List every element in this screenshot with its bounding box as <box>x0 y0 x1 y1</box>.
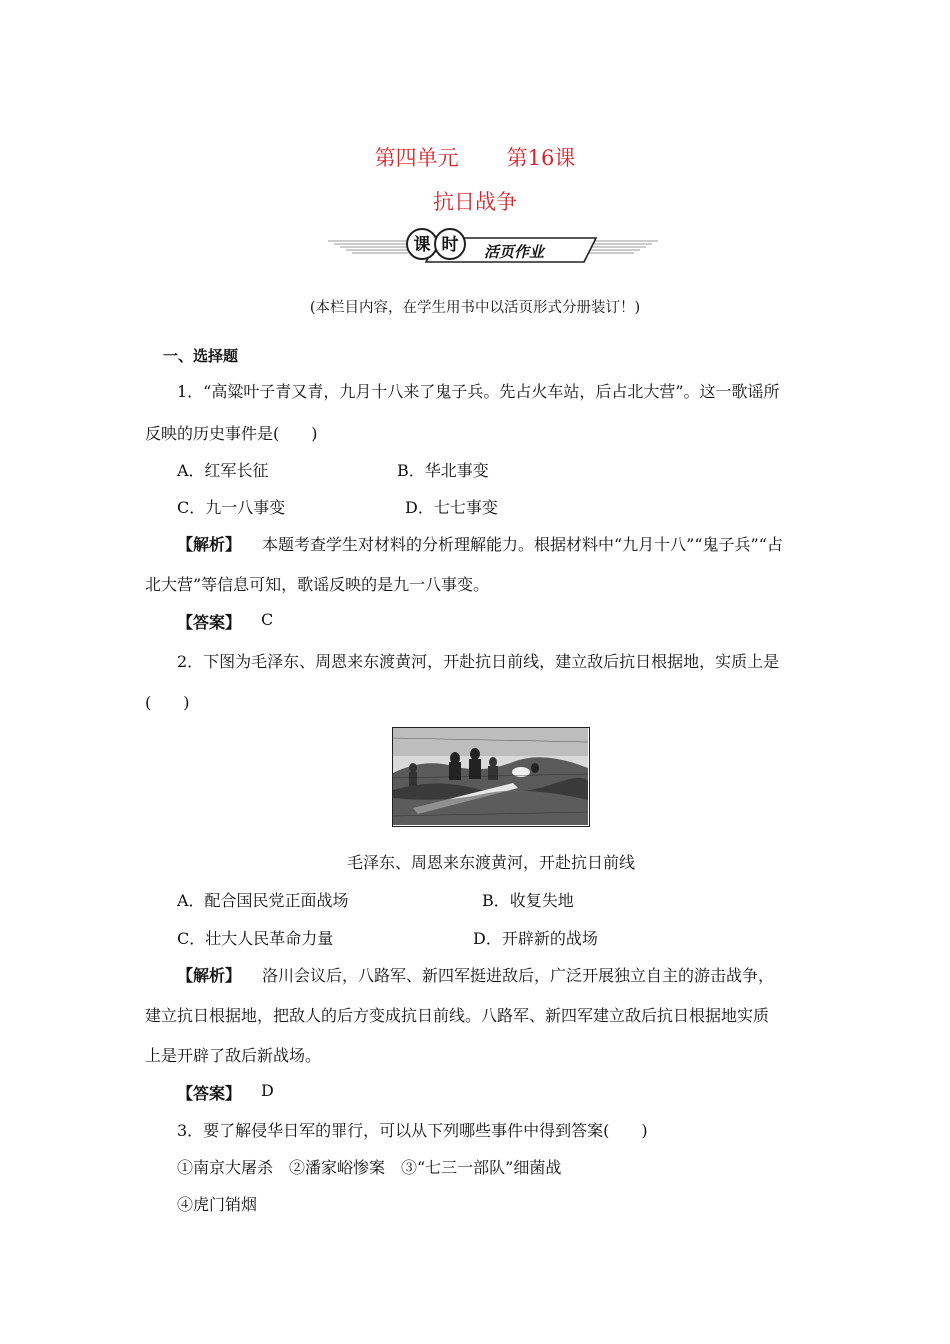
q2-answer: D <box>261 1081 274 1100</box>
q2-option-a: A．配合国民党正面战场 <box>177 891 349 910</box>
q3-stem-line1: 3．要了解侵华日军的罪行，可以从下列哪些事件中得到答案( ) <box>177 1121 648 1140</box>
banner-badge-1: 课 <box>413 235 431 255</box>
q2-stem-line1: 2．下图为毛泽东、周恩来东渡黄河，开赴抗日前线，建立敌后抗日根据地，实质上是 <box>177 652 780 671</box>
q1-stem-line2: 反映的历史事件是( ) <box>145 424 318 443</box>
lesson-title: 抗日战争 <box>433 190 517 214</box>
banner-graphic <box>328 226 658 268</box>
lesson-label: 第16课 <box>506 146 576 170</box>
river-crossing-photo <box>392 727 590 827</box>
q1-answer: C <box>261 610 274 629</box>
banner-badge-2: 时 <box>441 235 459 255</box>
banner-text: 活页作业 <box>483 243 545 261</box>
photo-caption: 毛泽东、周恩来东渡黄河，开赴抗日前线 <box>346 853 635 872</box>
q2-option-b: B．收复失地 <box>482 891 574 910</box>
q2-option-c: C．壮大人民革命力量 <box>177 929 334 948</box>
homework-banner <box>328 226 658 268</box>
section-title: 一、选择题 <box>163 347 239 365</box>
q1-option-c: C．九一八事变 <box>177 498 286 517</box>
binding-note: (本栏目内容，在学生用书中以活页形式分册装订！) <box>309 300 641 316</box>
q1-analysis-line2: 北大营”等信息可知，歌谣反映的是九一八事变。 <box>145 575 490 594</box>
q1-analysis-label: 【解析】 <box>177 535 242 554</box>
q1-option-b: B．华北事变 <box>397 461 489 480</box>
q1-option-a: A．红军长征 <box>177 461 269 480</box>
q3-items-line2: ④虎门销烟 <box>177 1195 258 1214</box>
q2-analysis-label: 【解析】 <box>177 966 242 985</box>
q2-option-d: D．开辟新的战场 <box>473 929 598 948</box>
q2-analysis-line3: 上是开辟了敌后新战场。 <box>145 1046 322 1065</box>
q2-stem-line2: ( ) <box>145 693 190 712</box>
q1-answer-label: 【答案】 <box>177 613 242 632</box>
q2-answer-label: 【答案】 <box>177 1084 242 1103</box>
q2-analysis-line2: 建立抗日根据地，把敌人的后方变成抗日前线。八路军、新四军建立敌后抗日根据地实质 <box>145 1006 770 1025</box>
photo-graphic <box>393 728 588 825</box>
q1-analysis-line1: 本题考查学生对材料的分析理解能力。根据材料中“九月十八”“鬼子兵”“占 <box>262 535 783 554</box>
q2-analysis-line1: 洛川会议后，八路军、新四军挺进敌后，广泛开展独立自主的游击战争， <box>262 966 775 985</box>
unit-lesson-heading <box>0 142 950 172</box>
q1-stem-line1: 1．“高粱叶子青又青，九月十八来了鬼子兵。先占火车站，后占北大营”。这一歌谣所 <box>177 382 780 401</box>
q3-items-line1: ①南京大屠杀 ②潘家峪惨案 ③“七三一部队”细菌战 <box>177 1158 562 1177</box>
unit-label: 第四单元 <box>374 146 459 170</box>
q1-option-d: D．七七事变 <box>405 498 498 517</box>
